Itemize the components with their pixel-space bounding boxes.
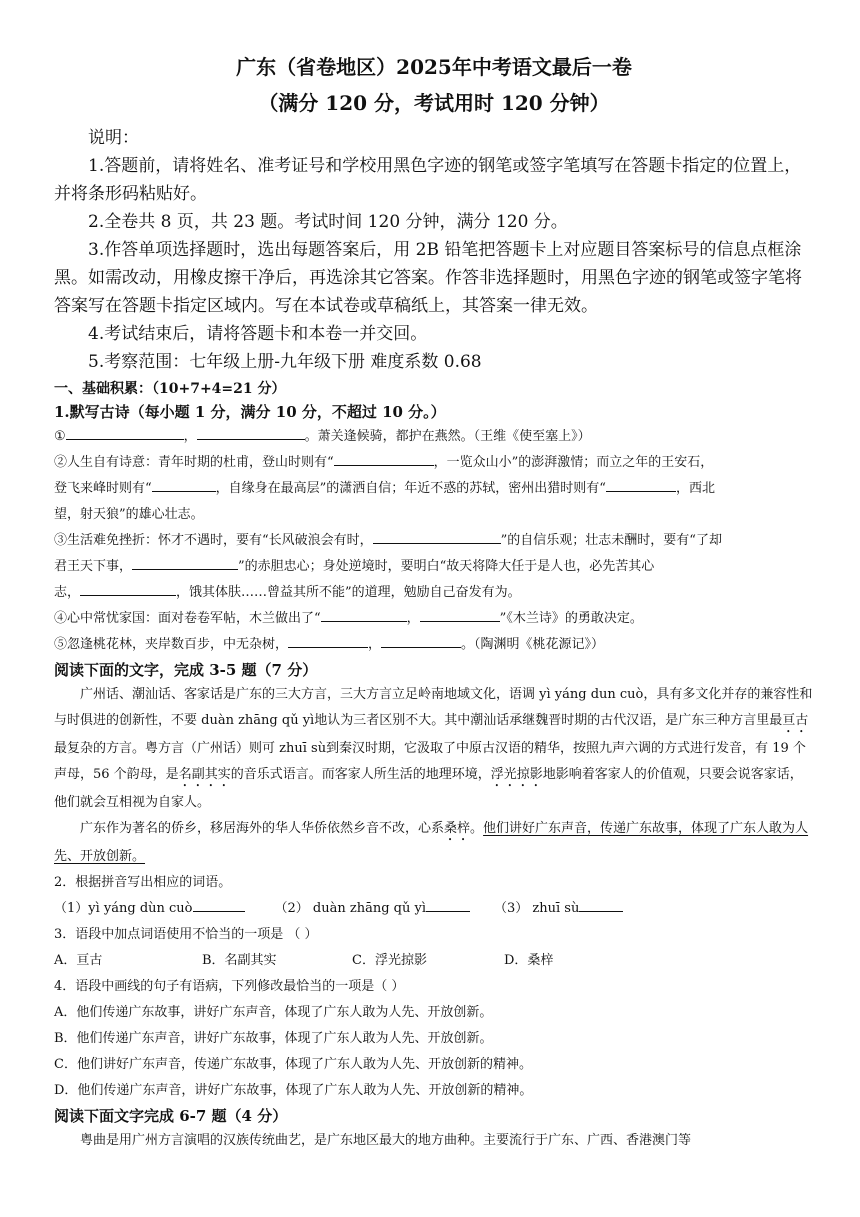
- reading-1-header: 阅读下面的文字，完成 3-5 题（7 分）: [54, 661, 318, 679]
- text: ④心中常忧家国：面对卷卷军帖，木兰做出了“: [54, 611, 321, 626]
- answer-blank[interactable]: [152, 477, 216, 492]
- text: ”的赤胆忠心；身处逆境时，要明白“故天将降大任于是人也，必先苦其心: [238, 559, 655, 574]
- dotted-word: 名副其实: [178, 767, 231, 782]
- text: 。: [470, 821, 484, 836]
- text: 志，: [54, 585, 81, 600]
- text: ”的自信乐观；壮志未酬时，要有“了却: [500, 533, 722, 548]
- instruction-item: 5.考察范围：七年级上册-九年级下册 难度系数 0.68: [88, 352, 482, 372]
- question-3-options: [54, 948, 814, 974]
- text: 君王天下事，: [54, 559, 133, 574]
- instructions: [54, 124, 814, 376]
- option-a[interactable]: A．亘古: [54, 953, 103, 968]
- instructions-label: 说明：: [88, 128, 139, 148]
- exam-page: [54, 52, 814, 1154]
- passage-paragraph: [54, 816, 814, 870]
- text: （2） duàn zhāng qǔ yì: [274, 901, 426, 916]
- answer-blank[interactable]: [606, 477, 676, 492]
- text: ，一览众山小”的澎湃激情；而立之年的王安石，: [433, 455, 714, 470]
- answer-blank[interactable]: [197, 425, 305, 440]
- text: （3） zhuī sù: [494, 901, 580, 916]
- reading-2-passage: [54, 1128, 814, 1154]
- text: ②人生自有诗意：青年时期的杜甫，登山时则有“: [54, 455, 334, 470]
- option-c[interactable]: C．他们讲好广东声音，传递广东故事，体现了广东人敢为人先、开放创新的精神。: [54, 1057, 532, 1072]
- option-b[interactable]: B．名副其实: [202, 953, 277, 968]
- text: ，西北: [675, 481, 715, 496]
- text: 广东作为著名的侨乡，移居海外的华人华侨依然乡音不改，心系: [80, 821, 445, 836]
- text: 。（陶渊明《桃花源记》）: [461, 637, 605, 652]
- text: ，: [406, 611, 420, 626]
- option-d[interactable]: D．桑梓: [504, 953, 554, 968]
- section-heading: 一、基础积累：（10+7+4=21 分）: [54, 381, 286, 397]
- poem-line-5: [54, 632, 814, 658]
- text: 登飞来峰时则有“: [54, 481, 152, 496]
- option-a[interactable]: A．他们传递广东故事，讲好广东声音，体现了广东人敢为人先、开放创新。: [54, 1005, 493, 1020]
- answer-blank[interactable]: [334, 451, 434, 466]
- poem-line-1: [54, 424, 814, 450]
- text: ，: [183, 429, 197, 444]
- answer-blank[interactable]: [420, 607, 500, 622]
- text: ，自缘身在最高层”的潇洒自信；年近不惑的苏轼，密州出猎时则有“: [215, 481, 606, 496]
- question-2-items: [54, 896, 814, 922]
- instruction-item: 1.答题前，请将姓名、准考证号和学校用黑色字迹的钢笔或签字笔填写在答题卡指定的位置上，并将条形码粘贴好。: [54, 156, 802, 204]
- text: 最复杂的方言。粤方言（广州话）则可 zhuī sù到秦汉时期，它汲取了中原古汉语的精华，按照九声六调的方式进行发音，有 19 个声母，56 个韵母，是: [54, 741, 806, 782]
- question-1-body: [54, 424, 814, 658]
- page-title: 广东（省卷地区）2025年中考语文最后一卷: [236, 55, 632, 79]
- instruction-item: 3.作答单项选择题时，选出每题答案后，用 2B 铅笔把答题卡上对应题目答案标号的信息点框涂黑。如需改动，用橡皮擦干净后，再选涂其它答案。作答非选择题时，用黑色字迹的钢笔或签字笔将答案写在答题卡指定区域内。写在本试卷或草稿纸上，其答案一律无效。: [54, 240, 802, 316]
- option-d[interactable]: D．他们传递广东声音，讲好广东故事，体现了广东人敢为人先、开放创新的精神。: [54, 1083, 533, 1098]
- question-1-header: 1.默写古诗（每小题 1 分，满分 10 分，不超过 10 分。）: [54, 403, 446, 421]
- text: 的音乐式语言。而客家人所生活的地理环境，: [230, 767, 491, 782]
- answer-blank[interactable]: [381, 633, 461, 648]
- answer-blank[interactable]: [426, 897, 470, 912]
- poem-line-3c: [54, 580, 814, 606]
- poem-line-2: [54, 450, 814, 476]
- answer-blank[interactable]: [579, 897, 623, 912]
- answer-blank[interactable]: [66, 425, 184, 440]
- option-b[interactable]: B．他们传递广东声音，讲好广东故事，体现了广东人敢为人先、开放创新。: [54, 1031, 493, 1046]
- question-3-stem: 3．语段中加点词语使用不恰当的一项是 （ ）: [54, 927, 318, 942]
- poem-line-2b: [54, 476, 814, 502]
- text: ①: [54, 429, 66, 444]
- dotted-word: 亘古: [782, 713, 809, 728]
- poem-line-3: [54, 528, 814, 554]
- answer-blank[interactable]: [321, 607, 407, 622]
- passage-paragraph: 粤曲是用广州方言演唱的汉族传统曲艺，是广东地区最大的地方曲种。主要流行于广东、广西、香港澳门等: [80, 1133, 692, 1148]
- text: ⑤忽逢桃花林，夹岸数百步，中无杂树，: [54, 637, 289, 652]
- reading-2-header: 阅读下面文字完成 6-7 题（4 分）: [54, 1107, 288, 1125]
- instruction-item: 2.全卷共 8 页，共 23 题。考试时间 120 分钟，满分 120 分。: [88, 212, 568, 232]
- answer-blank[interactable]: [193, 897, 245, 912]
- answer-blank[interactable]: [288, 633, 368, 648]
- poem-line-2c: 望，射天狼”的雄心壮志。: [54, 507, 204, 522]
- text: 。萧关逢候骑，都护在燕然。（王维《使至塞上》）: [304, 429, 591, 444]
- instruction-item: 4.考试结束后，请将答题卡和本卷一并交回。: [88, 324, 428, 344]
- text: ③生活难免挫折：怀才不遇时，要有“长风破浪会有时，: [54, 533, 373, 548]
- option-c[interactable]: C．浮光掠影: [352, 953, 427, 968]
- question-4-stem: 4．语段中画线的句子有语病，下列修改最恰当的一项是（ ）: [54, 979, 405, 994]
- answer-blank[interactable]: [373, 529, 501, 544]
- answer-blank[interactable]: [80, 581, 176, 596]
- text: 地影响着客家人的价值观，只要会说客家话，他们就会互相视为自家人。: [54, 767, 803, 810]
- page-subtitle: （满分 120 分，考试用时 120 分钟）: [258, 91, 610, 115]
- poem-line-4: [54, 606, 814, 632]
- dotted-word: 桑梓: [444, 821, 471, 836]
- dotted-word: 浮光掠影: [490, 767, 543, 782]
- text: ，饿其体肤……曾益其所不能”的道理，勉励自己奋发有为。: [176, 585, 521, 600]
- reading-1-passage: [54, 682, 814, 1104]
- underlined-sentence: 他们讲好广东声音，传递广东故事，体现了广东人敢为人先、开放创新。: [54, 821, 809, 864]
- text: 广州话、潮汕话、客家话是广东的三大方言，三大方言立足岭南地域文化，语调 yì yáng dun cuò，具有多文化并存的兼容性和与时俱进的创新性，不要 duàn zhāng qǔ yì地认为三者区别不大。其中潮汕话承继魏晋时期的古代汉语，是广东三种方言里最: [54, 687, 813, 728]
- passage-paragraph: [54, 682, 814, 816]
- text: （1）yì yáng dùn cuò: [54, 901, 193, 916]
- question-2-stem: 2．根据拼音写出相应的词语。: [54, 875, 232, 890]
- text: ，: [368, 637, 382, 652]
- text: ”《木兰诗》的勇敢决定。: [499, 611, 643, 626]
- poem-line-3b: [54, 554, 814, 580]
- answer-blank[interactable]: [132, 555, 238, 570]
